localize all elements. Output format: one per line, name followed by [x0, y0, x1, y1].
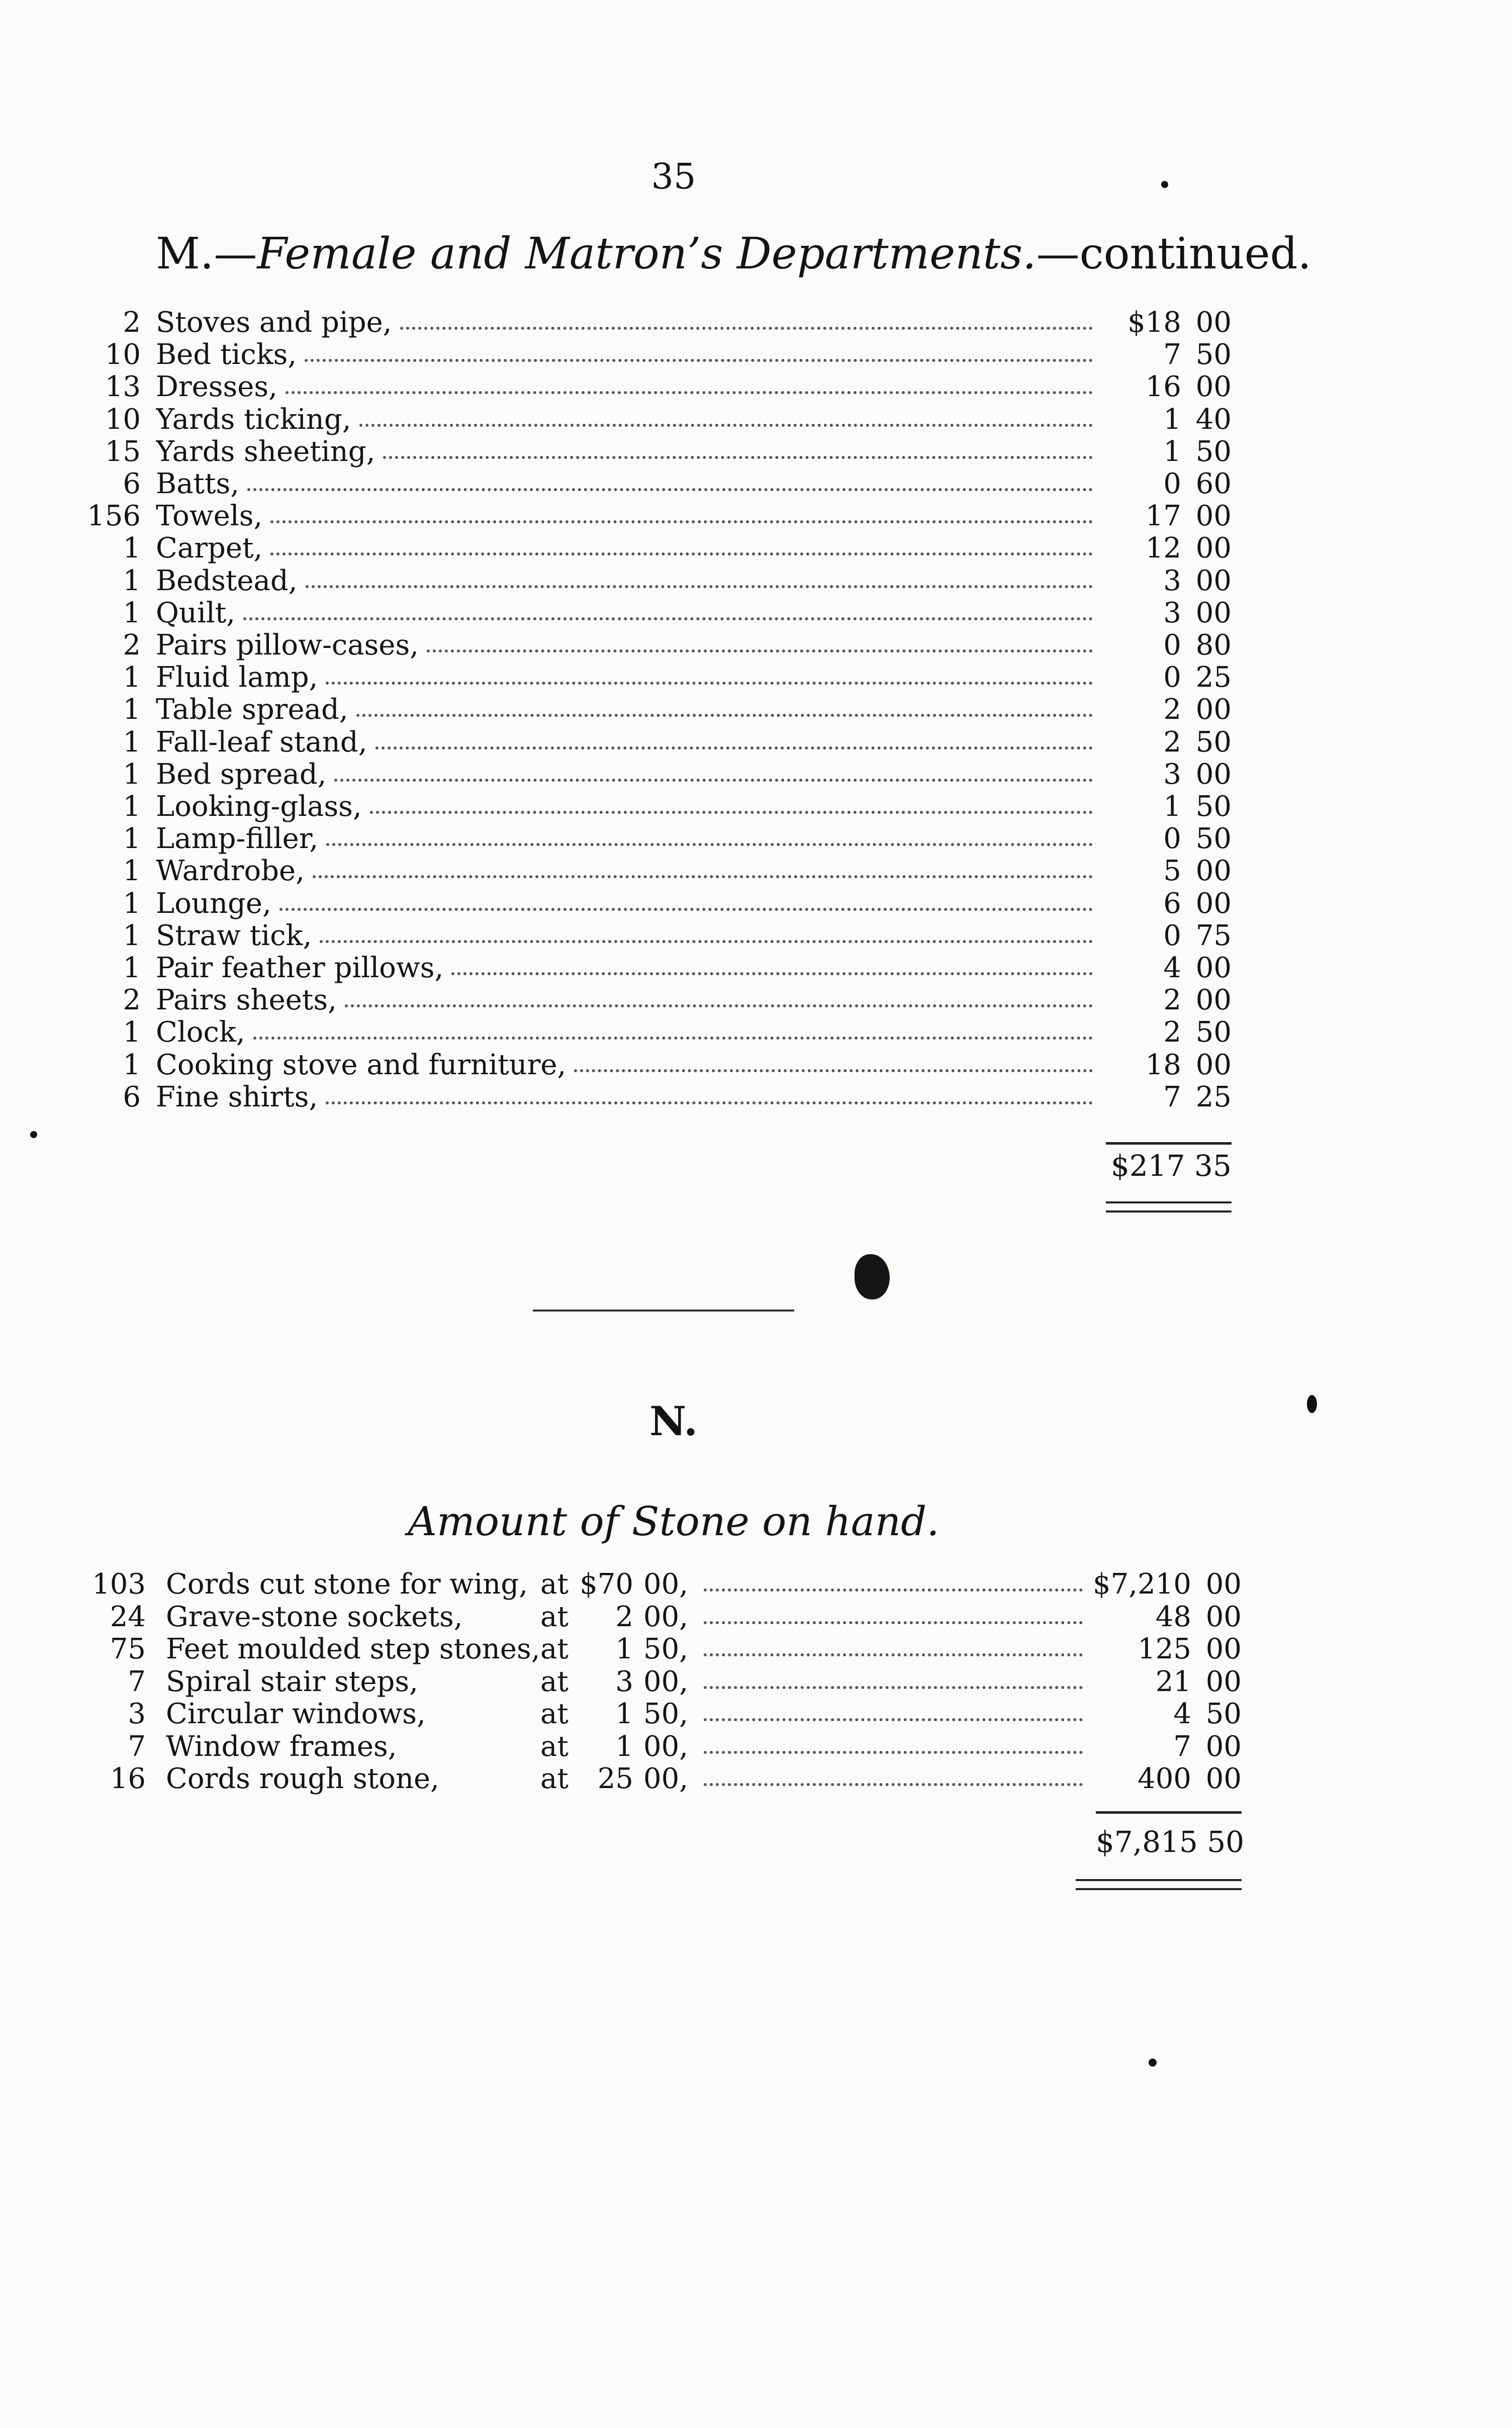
rate-cents: 00, [643, 1730, 689, 1763]
leader-dots [704, 1731, 1083, 1754]
section-n-double-rule-1 [1076, 1879, 1242, 1881]
item-at: at [540, 1633, 569, 1665]
item-cents: 00 [1195, 693, 1232, 726]
item-description [156, 855, 1096, 887]
leader-dots-wrap [704, 1666, 1086, 1698]
item-label: Wardrobe, [156, 855, 305, 888]
item-description [156, 468, 1096, 500]
item-cents: 00 [1205, 1600, 1242, 1633]
item-dollars: 0 [1163, 629, 1181, 662]
list-item [0, 532, 1512, 565]
list-item [0, 920, 1512, 952]
item-description [156, 500, 1096, 532]
rate-dollars: 25 [597, 1762, 633, 1795]
item-quantity: 1 [123, 855, 141, 888]
item-quantity: 103 [92, 1568, 146, 1601]
leader-dots [704, 1666, 1083, 1689]
list-item [0, 404, 1512, 436]
leader-dots [306, 565, 1093, 588]
section-m-total-rule [1106, 1142, 1232, 1145]
item-quantity: 1 [123, 887, 141, 920]
leader-dots [704, 1568, 1083, 1592]
item-quantity: 1 [123, 532, 141, 565]
divider-rule [533, 1310, 794, 1312]
item-label: Bed spread, [156, 758, 327, 791]
list-item [0, 1763, 1512, 1795]
list-item [0, 984, 1512, 1016]
item-dollars: 4 [1163, 952, 1181, 984]
list-item [0, 436, 1512, 468]
leader-dots-wrap [704, 1601, 1086, 1633]
leader-dots [286, 371, 1093, 394]
item-dollars: 7 [1173, 1730, 1191, 1763]
item-dollars: 1 [1163, 403, 1181, 436]
item-cents: 00 [1195, 500, 1232, 533]
leader-dots-wrap [704, 1633, 1086, 1665]
item-description: Grave-stone sockets, [166, 1600, 463, 1633]
section-n-letter: N. [649, 1397, 698, 1445]
list-item [0, 1666, 1512, 1698]
leader-dots [345, 984, 1093, 1007]
item-at: at [540, 1730, 569, 1763]
item-description [156, 307, 1096, 339]
ink-blot [855, 1254, 890, 1299]
item-cents: 50 [1195, 1016, 1232, 1049]
item-quantity: 16 [110, 1762, 146, 1795]
leader-dots [375, 726, 1093, 750]
item-quantity: 10 [105, 403, 141, 436]
item-dollars: 2 [1163, 984, 1181, 1017]
section-m-total-cents: 35 [1194, 1149, 1232, 1183]
item-cents: 00 [1205, 1568, 1242, 1601]
item-label: Pairs sheets, [156, 984, 337, 1017]
item-dollars: 0 [1163, 468, 1181, 500]
item-cents: 75 [1195, 919, 1232, 952]
list-item [0, 565, 1512, 597]
item-description: Cords cut stone for wing, [166, 1568, 528, 1601]
item-label: Fall-leaf stand, [156, 726, 367, 759]
item-dollars: 0 [1163, 919, 1181, 952]
item-label: Bedstead, [156, 565, 298, 597]
list-item [0, 1568, 1512, 1601]
item-dollars: 1 [1163, 435, 1181, 468]
item-description [156, 952, 1096, 984]
item-dollars: 7 [1163, 338, 1181, 371]
item-dollars: 0 [1163, 822, 1181, 856]
rate-dollars: 2 [615, 1600, 633, 1633]
item-description [156, 791, 1096, 823]
list-item [0, 791, 1512, 823]
item-description [156, 662, 1096, 694]
rate-cents: 50, [643, 1698, 689, 1730]
leader-dots-wrap [704, 1568, 1086, 1601]
item-dollars: 16 [1145, 370, 1181, 404]
item-description [156, 1081, 1096, 1113]
item-cents: 25 [1195, 661, 1232, 694]
list-item [0, 307, 1512, 339]
item-cents: 50 [1205, 1698, 1242, 1730]
item-label: Bed ticks, [156, 339, 297, 371]
section-m-total-dollars: $217 [1111, 1149, 1185, 1183]
item-dollars: 7 [1163, 1080, 1181, 1113]
item-dollars: 17 [1145, 500, 1181, 533]
list-item [0, 823, 1512, 855]
item-quantity: 7 [128, 1665, 146, 1698]
list-item [0, 952, 1512, 984]
section-m-total [1111, 1149, 1232, 1183]
list-item [0, 1731, 1512, 1763]
item-dollars: $18 [1127, 306, 1181, 339]
item-quantity: 1 [123, 661, 141, 694]
item-description [156, 823, 1096, 855]
item-quantity: 13 [105, 370, 141, 404]
item-label: Towels, [156, 500, 263, 533]
leader-dots [270, 532, 1093, 555]
item-description: Window frames, [166, 1730, 397, 1763]
section-m-double-rule-2 [1106, 1210, 1232, 1212]
item-cents: 60 [1195, 468, 1232, 500]
item-quantity: 75 [110, 1633, 146, 1665]
section-n-total-cents: 50 [1207, 1825, 1245, 1859]
item-dollars: 2 [1163, 1016, 1181, 1049]
item-cents: 80 [1195, 629, 1232, 662]
rate-cents: 00, [643, 1568, 689, 1601]
leader-dots [704, 1763, 1083, 1786]
list-item [0, 597, 1512, 629]
item-cents: 00 [1205, 1762, 1242, 1795]
section-m-double-rule-1 [1106, 1201, 1232, 1203]
list-item [0, 1049, 1512, 1081]
list-item [0, 629, 1512, 662]
item-description: Circular windows, [166, 1698, 426, 1730]
item-description [156, 759, 1096, 791]
item-label: Pair feather pillows, [156, 952, 444, 984]
item-description [156, 597, 1096, 629]
list-item [0, 726, 1512, 759]
item-description [156, 532, 1096, 565]
item-quantity: 2 [123, 629, 141, 662]
item-label: Yards sheeting, [156, 435, 375, 468]
section-m-title: Female and Matron’s Departments. [257, 229, 1036, 279]
leader-dots [305, 339, 1093, 362]
list-item [0, 855, 1512, 887]
item-quantity: 1 [123, 952, 141, 984]
item-description: Feet moulded step stones, [166, 1633, 540, 1665]
item-label: Fine shirts, [156, 1081, 318, 1113]
leader-dots [313, 855, 1093, 878]
item-dollars: 6 [1163, 887, 1181, 920]
list-item [0, 759, 1512, 791]
item-quantity: 1 [123, 758, 141, 791]
item-description [156, 436, 1096, 468]
leader-dots [279, 888, 1093, 911]
item-description [156, 984, 1096, 1016]
item-quantity: 6 [123, 468, 141, 500]
item-quantity: 1 [123, 822, 141, 856]
speck [1307, 1395, 1317, 1413]
leader-dots [247, 468, 1093, 491]
leader-dots [253, 1016, 1093, 1040]
item-cents: 50 [1195, 338, 1232, 371]
item-cents: 50 [1195, 435, 1232, 468]
list-item [0, 500, 1512, 532]
item-dollars: 5 [1163, 855, 1181, 888]
item-dollars: 2 [1163, 693, 1181, 726]
item-description [156, 565, 1096, 597]
speck [30, 1131, 37, 1138]
page-number: 35 [651, 156, 696, 197]
item-cents: 50 [1195, 822, 1232, 856]
leader-dots [334, 759, 1093, 782]
item-description: Cords rough stone, [166, 1762, 439, 1795]
leader-dots [320, 920, 1093, 943]
section-n-total-dollars: $7,815 [1096, 1825, 1198, 1859]
rate-dollars: $70 [580, 1568, 633, 1601]
item-quantity: 1 [123, 1048, 141, 1081]
item-quantity: 1 [123, 919, 141, 952]
leader-dots [383, 436, 1093, 459]
item-dollars: $7,210 [1093, 1568, 1191, 1601]
item-cents: 00 [1195, 306, 1232, 339]
item-cents: 00 [1195, 952, 1232, 984]
item-label: Lamp-filler, [156, 823, 319, 856]
item-dollars: 400 [1138, 1762, 1191, 1795]
item-dollars: 125 [1138, 1633, 1191, 1665]
item-description [156, 726, 1096, 759]
list-item [0, 339, 1512, 371]
item-description: Spiral stair steps, [166, 1665, 418, 1698]
list-item [0, 662, 1512, 694]
item-dollars: 21 [1155, 1665, 1191, 1698]
item-at: at [540, 1698, 569, 1730]
item-cents: 00 [1195, 984, 1232, 1017]
item-dollars: 4 [1173, 1698, 1191, 1730]
item-label: Batts, [156, 468, 240, 500]
item-cents: 00 [1195, 758, 1232, 791]
item-cents: 00 [1195, 532, 1232, 565]
leader-dots [326, 662, 1093, 685]
item-quantity: 7 [128, 1730, 146, 1763]
speck [1161, 181, 1168, 188]
item-label: Carpet, [156, 532, 263, 565]
item-label: Dresses, [156, 371, 277, 404]
leader-dots [704, 1633, 1083, 1656]
item-cents: 00 [1195, 596, 1232, 629]
item-quantity: 24 [110, 1600, 146, 1633]
item-cents: 00 [1195, 855, 1232, 888]
item-dollars: 1 [1163, 790, 1181, 823]
item-dollars: 3 [1163, 596, 1181, 629]
item-quantity: 156 [87, 500, 141, 533]
item-quantity: 6 [123, 1080, 141, 1113]
item-at: at [540, 1568, 569, 1601]
item-at: at [540, 1665, 569, 1698]
item-dollars: 0 [1163, 661, 1181, 694]
rate-dollars: 1 [615, 1633, 633, 1665]
item-cents: 00 [1205, 1665, 1242, 1698]
leader-dots [574, 1049, 1093, 1072]
leader-dots-wrap [704, 1731, 1086, 1763]
item-description [156, 1016, 1096, 1049]
item-quantity: 3 [128, 1698, 146, 1730]
item-quantity: 2 [123, 984, 141, 1017]
item-dollars: 3 [1163, 758, 1181, 791]
item-label: Table spread, [156, 694, 348, 726]
rate-dollars: 1 [615, 1730, 633, 1763]
item-dollars: 18 [1145, 1048, 1181, 1081]
item-cents: 00 [1195, 370, 1232, 404]
item-dollars: 3 [1163, 564, 1181, 597]
item-cents: 40 [1195, 403, 1232, 436]
leader-dots [427, 629, 1093, 652]
item-description [156, 404, 1096, 436]
item-quantity: 1 [123, 725, 141, 759]
section-m-heading [156, 229, 1311, 279]
item-description [156, 629, 1096, 662]
item-quantity: 1 [123, 596, 141, 629]
item-label: Fluid lamp, [156, 662, 318, 694]
leader-dots [704, 1698, 1083, 1721]
rate-cents: 00, [643, 1665, 689, 1698]
list-item [0, 1016, 1512, 1049]
item-cents: 00 [1195, 887, 1232, 920]
rate-cents: 00, [643, 1600, 689, 1633]
item-cents: 00 [1205, 1730, 1242, 1763]
list-item [0, 1601, 1512, 1633]
speck [1149, 2059, 1157, 2067]
item-label: Lounge, [156, 887, 271, 920]
list-item [0, 1698, 1512, 1730]
item-quantity: 15 [105, 435, 141, 468]
item-cents: 00 [1195, 564, 1232, 597]
section-n-title: Amount of Stone on hand. [408, 1498, 939, 1545]
list-item [0, 1633, 1512, 1665]
item-quantity: 1 [123, 693, 141, 726]
section-m-suffix: —continued. [1036, 229, 1312, 279]
item-cents: 50 [1195, 725, 1232, 759]
item-dollars: 2 [1163, 725, 1181, 759]
leader-dots [326, 823, 1093, 846]
list-item [0, 888, 1512, 920]
leader-dots [270, 500, 1093, 523]
item-label: Clock, [156, 1016, 245, 1049]
item-label: Stoves and pipe, [156, 307, 392, 339]
item-dollars: 12 [1145, 532, 1181, 565]
item-description [156, 920, 1096, 952]
section-n-double-rule-2 [1076, 1888, 1242, 1890]
item-label: Pairs pillow-cases, [156, 629, 419, 662]
item-at: at [540, 1600, 569, 1633]
item-cents: 00 [1205, 1633, 1242, 1665]
rate-cents: 50, [643, 1633, 689, 1665]
rate-dollars: 1 [615, 1698, 633, 1730]
list-item [0, 1081, 1512, 1113]
item-label: Yards ticking, [156, 403, 351, 436]
section-n-total-rule [1096, 1811, 1242, 1814]
item-description [156, 371, 1096, 403]
item-description [156, 339, 1096, 371]
item-cents: 00 [1195, 1048, 1232, 1081]
leader-dots [359, 404, 1093, 427]
leader-dots-wrap [704, 1698, 1086, 1730]
leader-dots [356, 694, 1093, 717]
item-label: Straw tick, [156, 919, 312, 952]
rate-dollars: 3 [615, 1665, 633, 1698]
item-quantity: 1 [123, 1016, 141, 1049]
leader-dots [704, 1601, 1083, 1624]
item-description [156, 1049, 1096, 1081]
item-description [156, 694, 1096, 726]
item-dollars: 48 [1155, 1600, 1191, 1633]
section-m-prefix: M.— [156, 229, 257, 279]
item-quantity: 10 [105, 338, 141, 371]
item-cents: 50 [1195, 790, 1232, 823]
item-quantity: 1 [123, 564, 141, 597]
leader-dots-wrap [704, 1763, 1086, 1795]
item-description [156, 888, 1096, 920]
list-item [0, 371, 1512, 403]
item-label: Cooking stove and furniture, [156, 1049, 566, 1081]
item-at: at [540, 1762, 569, 1795]
item-label: Looking-glass, [156, 791, 362, 823]
leader-dots [326, 1081, 1093, 1104]
leader-dots [243, 597, 1093, 620]
leader-dots [370, 791, 1093, 814]
rate-cents: 00, [643, 1762, 689, 1795]
leader-dots [451, 952, 1093, 975]
list-item [0, 468, 1512, 500]
list-item [0, 694, 1512, 726]
item-cents: 25 [1195, 1080, 1232, 1113]
item-label: Quilt, [156, 597, 236, 629]
leader-dots [400, 307, 1093, 330]
item-quantity: 2 [123, 306, 141, 339]
section-n-total [1096, 1825, 1244, 1859]
item-quantity: 1 [123, 790, 141, 823]
